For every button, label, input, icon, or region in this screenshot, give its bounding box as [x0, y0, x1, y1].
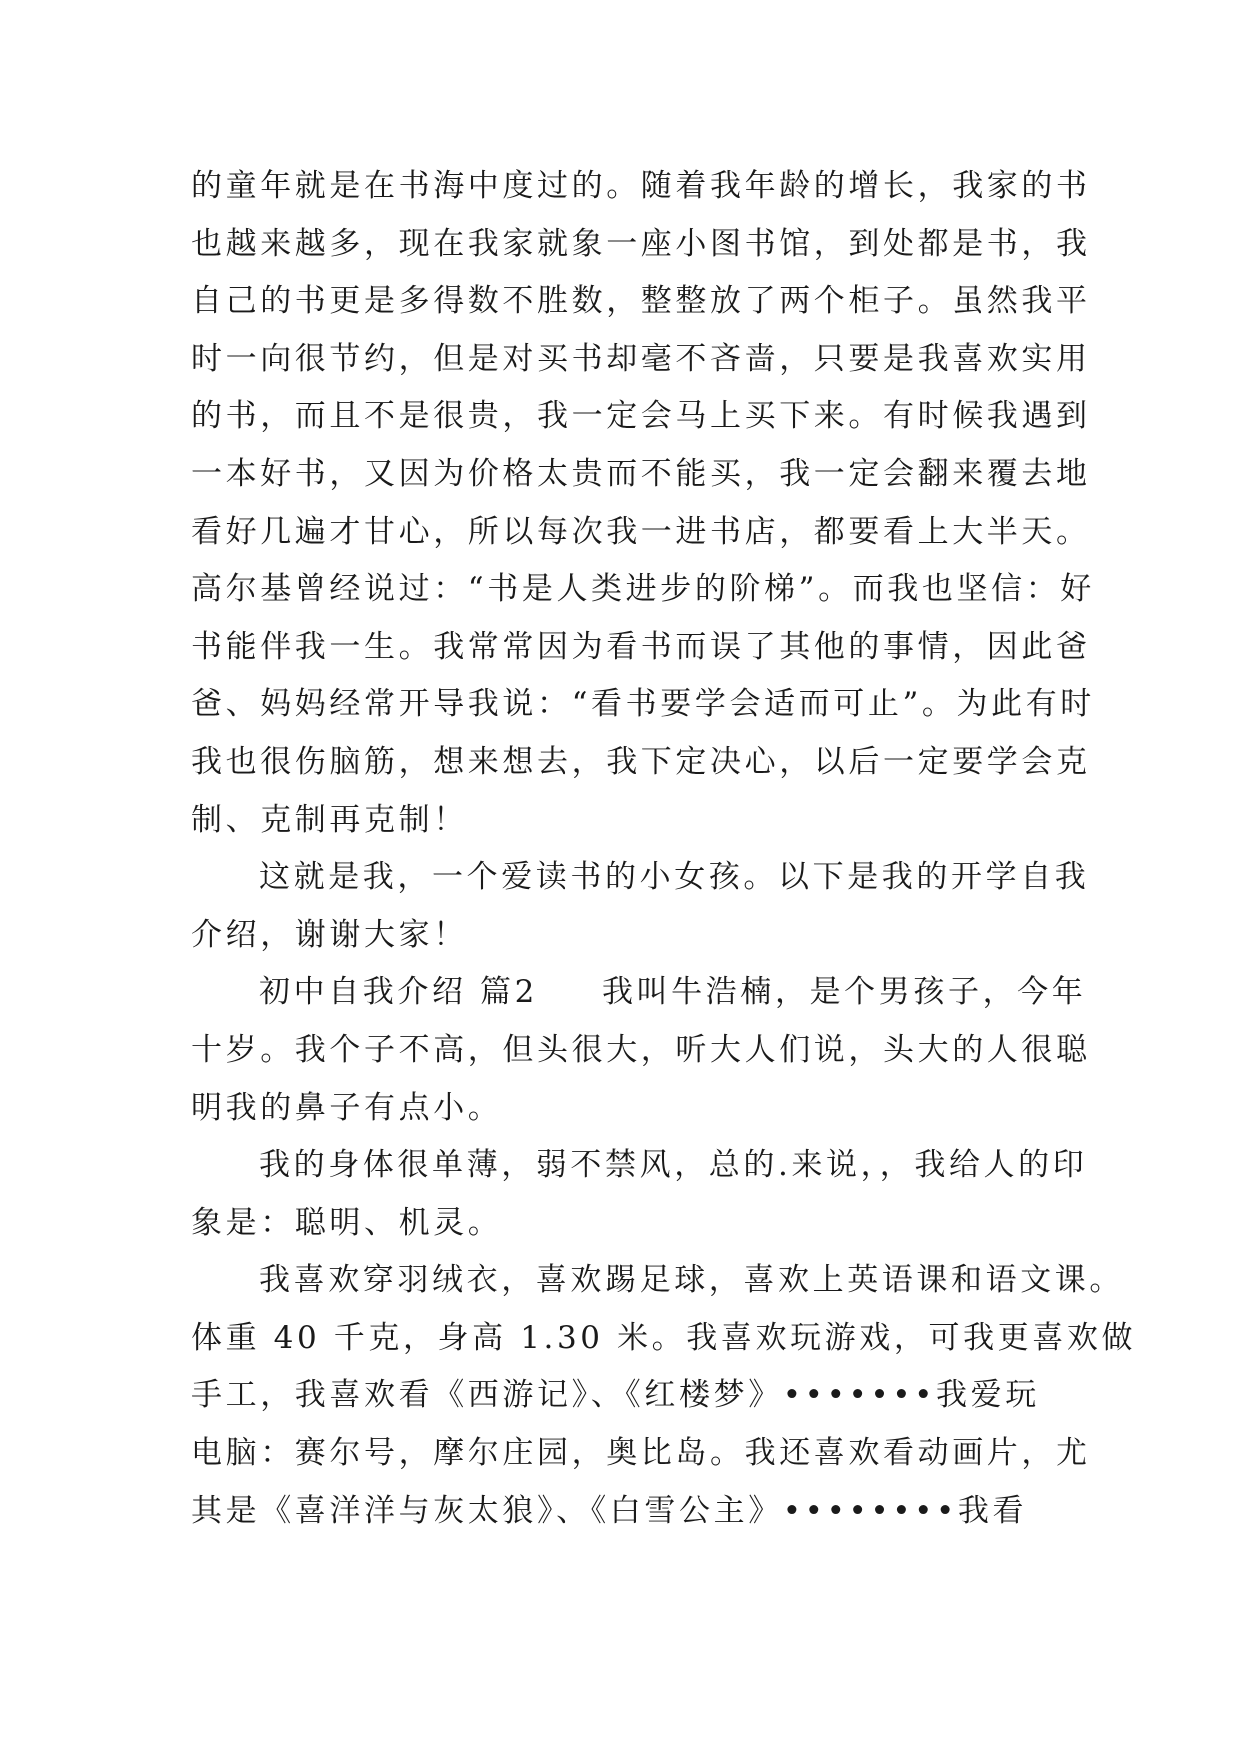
text-line: 十岁。我个子不高，但头很大，听大人们说，头大的人很聪 [191, 1031, 1091, 1068]
section-heading-line [191, 964, 1087, 1022]
text-line: 我叫牛浩楠，是个男孩子，今年 [601, 974, 1087, 1011]
text-line: 的童年就是在书海中度过的。随着我年龄的增长，我家的书 [191, 168, 1091, 204]
text-line: 手工，我喜欢看《西游记》、《红楼梦》•••••••我爱玩 [191, 1377, 1040, 1414]
text-line: 我也很伤脑筋，想来想去，我下定决心，以后一定要学会克 [191, 743, 1091, 780]
text-line: 爸、妈妈经常开导我说：“看书要学会适而可止”。为此有时 [191, 686, 1095, 723]
text-line: 时一向很节约，但是对买书却毫不吝啬，只要是我喜欢实用 [191, 340, 1091, 377]
section-heading: 初中自我介绍 篇2 [259, 974, 538, 1011]
text-line: 高尔基曾经说过：“书是人类进步的阶梯”。而我也坚信：好 [191, 571, 1095, 608]
text-line: 书能伴我一生。我常常因为看书而误了其他的事情，因此爸 [191, 628, 1091, 665]
text-line: 我喜欢穿羽绒衣，喜欢踢足球，喜欢上英语课和语文课。 [259, 1262, 1124, 1299]
text-line: 一本好书，又因为价格太贵而不能买，我一定会翻来覆去地 [191, 455, 1091, 492]
text-line: 制、克制再克制！ [191, 801, 468, 838]
text-line: 的书，而且不是很贵，我一定会马上买下来。有时候我遇到 [191, 398, 1091, 435]
text-line: 体重 40 千克，身高 1.30 米。我喜欢玩游戏，可我更喜欢做 [191, 1319, 1137, 1356]
text-line: 明我的鼻子有点小。 [191, 1089, 503, 1126]
text-line: 介绍，谢谢大家！ [191, 916, 468, 953]
body-text [191, 158, 1137, 1540]
text-line: 我的身体很单薄，弱不禁风，总的.来说，，我给人的印 [259, 1147, 1088, 1184]
text-line: 象是：聪明、机灵。 [191, 1204, 503, 1241]
text-line: 看好几遍才甘心，所以每次我一进书店，都要看上大半天。 [191, 513, 1091, 550]
text-line: 其是《喜洋洋与灰太狼》、《白雪公主》••••••••我看 [191, 1492, 1028, 1529]
text-line: 电脑：赛尔号，摩尔庄园，奥比岛。我还喜欢看动画片，尤 [191, 1435, 1091, 1472]
text-line: 自己的书更是多得数不胜数，整整放了两个柜子。虽然我平 [191, 283, 1091, 320]
text-line: 这就是我，一个爱读书的小女孩。以下是我的开学自我 [259, 859, 1090, 896]
text-line: 也越来越多，现在我家就象一座小图书馆，到处都是书，我 [191, 225, 1091, 262]
